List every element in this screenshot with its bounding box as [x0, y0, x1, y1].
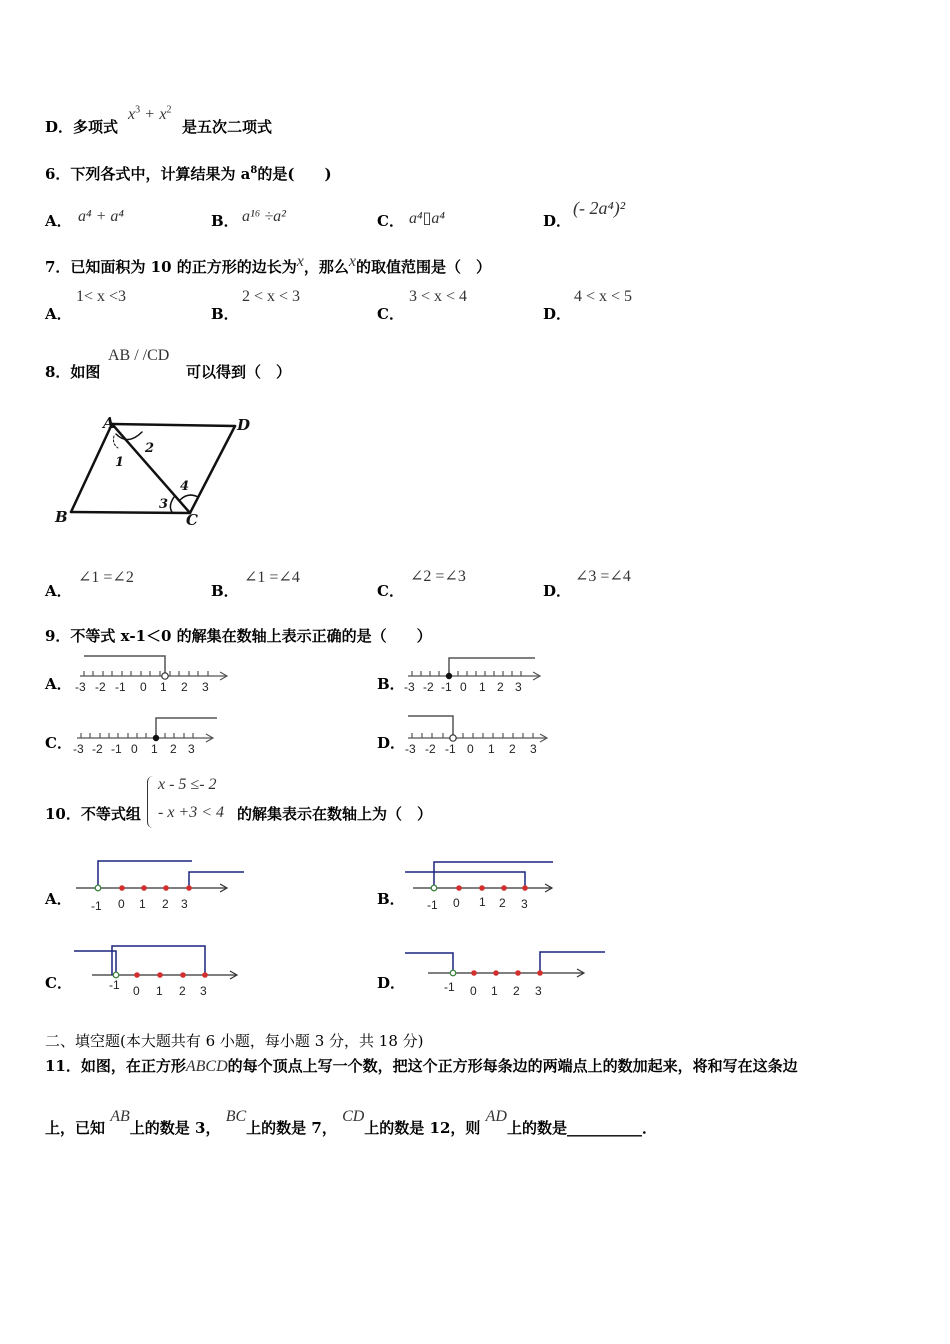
- q9-a-tick: 1: [160, 680, 167, 694]
- q5-option-d-label: D．多项式: [45, 118, 119, 136]
- q10-option-a-label[interactable]: A．: [45, 890, 72, 908]
- q9-a-tick: -3: [75, 680, 86, 694]
- q10-option-b-label[interactable]: B．: [377, 890, 405, 908]
- q10-a-tick: 0: [118, 897, 125, 911]
- section-heading: 二、填空题(本大题共有 6 小题，每小题 3 分，共 18 分): [45, 1032, 424, 1050]
- q9-d-tick: -1: [445, 742, 456, 756]
- q9-b-tick: 0: [460, 680, 467, 694]
- q11-line2: [45, 1108, 657, 1138]
- q7-option-d-expr: 4 < x < 5: [574, 288, 633, 305]
- q11-square-name: ABCD: [185, 1058, 228, 1075]
- q6-stem-exp: 8: [250, 165, 258, 176]
- q11-answer-blank[interactable]: 上的数是__________．: [506, 1119, 657, 1137]
- q7-var-1: x: [296, 253, 304, 270]
- q11-side-ad: AD: [485, 1108, 507, 1125]
- q10-d-tick: -1: [444, 980, 455, 994]
- q9-option-a-label[interactable]: A．: [45, 675, 72, 693]
- q9-c-tick: 2: [170, 742, 177, 756]
- q10-c-tick: 2: [179, 984, 186, 998]
- q9-a-tick: -2: [95, 680, 106, 694]
- q8-side-cd: [190, 426, 235, 513]
- q9-option-b-numberline: [403, 652, 548, 696]
- q10-d-tick: 1: [491, 984, 498, 998]
- q10-a-tick: -1: [91, 899, 102, 913]
- q10-sys-line1: x - 5 ≤- 2: [158, 776, 217, 793]
- q8-angle-arc-a2: [114, 436, 119, 448]
- q7-stem-a: 7．已知面积为 10 的正方形的边长为: [45, 258, 297, 276]
- q9-b-tick: -2: [423, 680, 434, 694]
- q9-stem: 9．不等式 x-1＜0 的解集在数轴上表示正确的是（ ）: [45, 627, 432, 645]
- q11-side-ab: AB: [110, 1108, 130, 1125]
- q6-option-b-expr: a¹⁶ ÷a²: [242, 208, 286, 225]
- q7-var-2: x: [348, 253, 356, 270]
- q9-d-tick: -3: [405, 742, 416, 756]
- q11-line1-a: 11．如图，在正方形: [45, 1057, 186, 1075]
- q10-b-tick: 3: [521, 897, 528, 911]
- q9-option-b-label[interactable]: B．: [377, 675, 405, 693]
- q10-a-tick: 2: [162, 897, 169, 911]
- q10-b-tick: 1: [479, 895, 486, 909]
- q6-stem-text: 6．下列各式中，计算结果为 a: [45, 165, 251, 183]
- q10-b-tick: 2: [499, 896, 506, 910]
- q9-d-tick: 3: [530, 742, 537, 756]
- q10-brace: [147, 776, 156, 828]
- q8-angle-4: 4: [180, 479, 190, 494]
- q10-a-tick: 1: [139, 897, 146, 911]
- q10-d-tick: 3: [535, 984, 542, 998]
- q8-option-b-expr: ∠1 =∠4: [244, 569, 300, 586]
- q9-option-c-label[interactable]: C．: [45, 734, 72, 752]
- q8-option-b-label[interactable]: B．: [211, 582, 239, 600]
- q5-plus: +: [145, 106, 155, 123]
- q8-label-b: B: [55, 508, 68, 526]
- q7-option-c-expr: 3 < x < 4: [409, 288, 468, 305]
- q10-option-d-label[interactable]: D．: [377, 974, 406, 992]
- q8-angle-2: 2: [145, 441, 155, 456]
- q7-option-c-label[interactable]: C．: [377, 305, 404, 323]
- q8-stem-a: 8．如图: [45, 363, 101, 381]
- q8-angle-1: 1: [115, 455, 125, 470]
- q9-c-tick: 0: [131, 742, 138, 756]
- q6-option-c-label[interactable]: C．: [377, 212, 404, 230]
- q9-c-tick: 1: [151, 742, 158, 756]
- q9-a-tick: -1: [115, 680, 126, 694]
- q6-option-d-expr: (- 2a⁴)²: [573, 198, 626, 218]
- q6-option-b-label[interactable]: B．: [211, 212, 239, 230]
- q9-d-tick: 1: [488, 742, 495, 756]
- q11-line1-b: 的每个顶点上写一个数，把这个正方形每条边的两端点上的数加起来，将和写在这条边: [227, 1057, 798, 1075]
- q9-option-d-label[interactable]: D．: [377, 734, 406, 752]
- q9-a-tick: 0: [140, 680, 147, 694]
- q8-stem-b: 可以得到（ ）: [186, 363, 292, 381]
- q7-option-b-expr: 2 < x < 3: [242, 288, 301, 305]
- q10-b-tick: -1: [427, 898, 438, 912]
- q8-expr: AB / /CD: [108, 347, 170, 364]
- q9-a-tick: 2: [181, 680, 188, 694]
- q11-line1: [45, 1055, 798, 1076]
- q8-label-a: A: [103, 414, 115, 432]
- q8-angle-3: 3: [159, 497, 169, 512]
- q11-line2-b: 上的数是 3，: [129, 1119, 221, 1137]
- q9-b-tick: -3: [404, 680, 415, 694]
- q9-b-tick: 1: [479, 680, 486, 694]
- q7-stem-c: 的取值范围是（ ）: [356, 258, 492, 276]
- q8-label-d: D: [237, 416, 251, 434]
- q10-sys-line2: - x +3 < 4: [158, 804, 225, 821]
- q10-b-tick: 0: [453, 896, 460, 910]
- q8-option-a-expr: ∠1 =∠2: [78, 569, 134, 586]
- q11-side-cd: CD: [342, 1108, 365, 1125]
- q5-exp-b: 2: [166, 104, 172, 116]
- q10-c-tick: 1: [156, 984, 163, 998]
- q8-option-a-label[interactable]: A．: [45, 582, 72, 600]
- q8-angle-arc-c2: [180, 495, 198, 500]
- q9-c-tick: -1: [111, 742, 122, 756]
- q11-line2-a: 上，已知: [45, 1119, 106, 1137]
- q8-label-c: C: [186, 511, 198, 529]
- q11-line2-d: 上的数是 12，则: [364, 1119, 481, 1137]
- q8-side-ab: [71, 424, 112, 512]
- q9-b-tick: -1: [441, 680, 452, 694]
- q9-option-c-numberline: [72, 714, 222, 758]
- q10-d-tick: 0: [470, 984, 477, 998]
- q8-option-d-label[interactable]: D．: [543, 582, 572, 600]
- q8-angle-arc-c: [170, 497, 174, 512]
- q6-stem-tail: 的是( ): [257, 165, 332, 183]
- q10-stem-a: 10．不等式组: [45, 805, 141, 823]
- q9-d-tick: 2: [509, 742, 516, 756]
- q8-option-c-expr: ∠2 =∠3: [410, 568, 466, 585]
- q5-var-a: x: [128, 106, 136, 123]
- q9-a-tick: 3: [202, 680, 209, 694]
- q6-option-c-expr: a⁴▯a⁴: [409, 210, 445, 227]
- q10-stem-b: 的解集表示在数轴上为（ ）: [237, 805, 433, 823]
- q9-c-tick: -3: [73, 742, 84, 756]
- q8-option-c-label[interactable]: C．: [377, 582, 404, 600]
- q7-option-a-expr: 1< x <3: [76, 288, 127, 305]
- q10-option-d-numberline: [403, 943, 608, 1003]
- q9-option-a-numberline: [72, 652, 232, 696]
- q8-side-ad: [112, 424, 235, 426]
- q7-stem-b: ，那么: [303, 258, 349, 276]
- q9-d-tick: -2: [425, 742, 436, 756]
- q10-option-c-numberline: [72, 943, 247, 1003]
- q10-option-c-label[interactable]: C．: [45, 974, 72, 992]
- q5-exp-a: 3: [135, 104, 141, 116]
- q7-option-b-label[interactable]: B．: [211, 305, 239, 323]
- q7-option-d-label[interactable]: D．: [543, 305, 572, 323]
- q10-c-tick: 3: [200, 984, 207, 998]
- q10-a-tick: 3: [181, 897, 188, 911]
- q9-c-tick: 3: [188, 742, 195, 756]
- q11-side-bc: BC: [225, 1108, 247, 1125]
- q10-option-a-numberline: [76, 855, 251, 915]
- q11-line2-c: 上的数是 7，: [246, 1119, 337, 1137]
- q9-option-d-numberline: [403, 714, 553, 758]
- q9-b-tick: 2: [497, 680, 504, 694]
- q10-c-tick: -1: [109, 978, 120, 992]
- q7-option-a-label[interactable]: A．: [45, 305, 72, 323]
- q10-d-tick: 2: [513, 984, 520, 998]
- q9-c-tick: -2: [92, 742, 103, 756]
- q5-var-b: x: [159, 106, 167, 123]
- q6-option-d-label[interactable]: D．: [543, 212, 572, 230]
- q6-option-a-expr: a⁴ + a⁴: [78, 208, 124, 225]
- q10-option-b-numberline: [403, 855, 563, 915]
- q6-option-a-label[interactable]: A．: [45, 212, 72, 230]
- q8-option-d-expr: ∠3 =∠4: [575, 568, 631, 585]
- q5-option-d-tail: 是五次二项式: [182, 118, 273, 136]
- q9-b-tick: 3: [515, 680, 522, 694]
- q9-d-tick: 0: [467, 742, 474, 756]
- q10-c-tick: 0: [133, 984, 140, 998]
